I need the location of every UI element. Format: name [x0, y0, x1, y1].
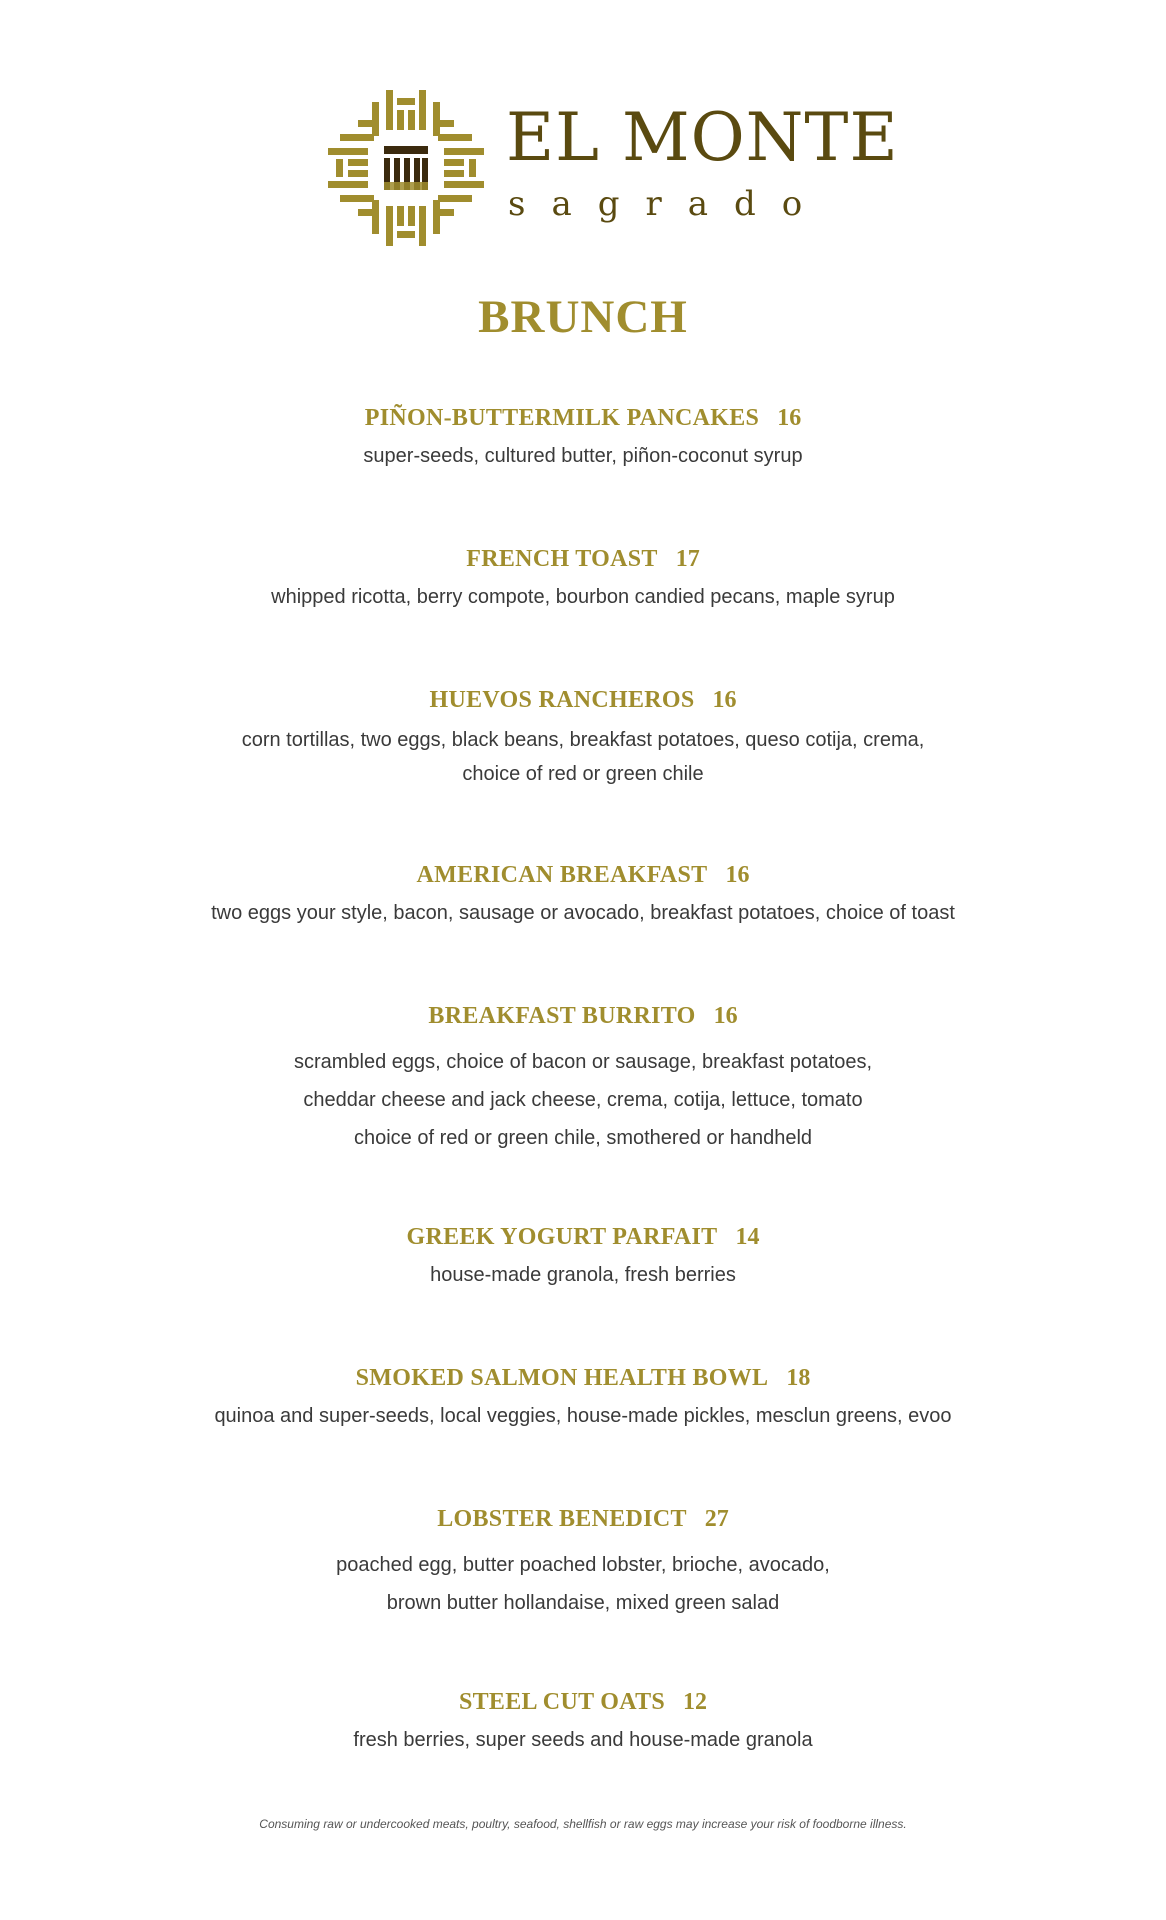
item-name: AMERICAN BREAKFAST [416, 862, 708, 888]
brand-name-sub: sagrado [508, 184, 829, 224]
item-price: 16 [725, 862, 750, 888]
menu-item-greek-yogurt-parfait [0, 1222, 1166, 1290]
item-name: HUEVOS RANCHEROS [429, 687, 695, 713]
item-description-line: whipped ricotta, berry compote, bourbon candied pecans, maple syrup [271, 586, 895, 608]
menu-item-lobster-benedict [0, 1504, 1166, 1622]
item-price: 18 [786, 1365, 811, 1391]
item-price: 27 [704, 1506, 729, 1532]
item-description-line: choice of red or green chile, smothered or handheld [353, 1127, 813, 1149]
item-name: BREAKFAST BURRITO [428, 1003, 696, 1029]
item-description-line: super-seeds, cultured butter, piñon-coconut syrup [363, 445, 803, 467]
item-name: STEEL CUT OATS [458, 1689, 666, 1715]
menu-item-american-breakfast [0, 860, 1166, 928]
item-description-line: poached egg, butter poached lobster, brioche, avocado, [336, 1554, 830, 1576]
item-name: GREEK YOGURT PARFAIT [406, 1224, 718, 1250]
item-description-line: house-made granola, fresh berries [430, 1264, 736, 1286]
brand-logo [328, 90, 899, 250]
item-name: FRENCH TOAST [466, 546, 658, 572]
item-description-line: two eggs your style, bacon, sausage or avocado, breakfast potatoes, choice of toast [211, 902, 955, 924]
item-price: 16 [712, 687, 737, 713]
health-advisory-note: Consuming raw or undercooked meats, poultry, seafood, shellfish or raw eggs may increase your risk of foodborne illness. [259, 1817, 907, 1831]
item-description-line: choice of red or green chile [462, 763, 704, 785]
menu-item-huevos-rancheros [0, 685, 1166, 791]
woven-square-emblem-icon [328, 90, 484, 246]
item-name: PIÑON-BUTTERMILK PANCAKES [364, 405, 760, 431]
item-name: LOBSTER BENEDICT [437, 1506, 687, 1532]
item-description-line: fresh berries, super seeds and house-made granola [353, 1729, 813, 1751]
brand-name-main: EL MONTE [506, 99, 899, 176]
menu-title: BRUNCH [478, 291, 688, 343]
item-name: SMOKED SALMON HEALTH BOWL [355, 1365, 769, 1391]
item-price: 14 [735, 1224, 760, 1250]
item-description-line: scrambled eggs, choice of bacon or sausage, breakfast potatoes, [293, 1051, 873, 1073]
item-price: 12 [683, 1689, 708, 1715]
item-description-line: brown butter hollandaise, mixed green salad [386, 1592, 780, 1614]
item-description-line: quinoa and super-seeds, local veggies, house-made pickles, mesclun greens, evoo [214, 1405, 952, 1427]
item-description-line: cheddar cheese and jack cheese, crema, cotija, lettuce, tomato [303, 1089, 863, 1111]
menu-item-smoked-salmon-health-bowl [0, 1363, 1166, 1431]
item-price: 16 [713, 1003, 738, 1029]
menu-item-breakfast-burrito [0, 1001, 1166, 1157]
item-price: 16 [777, 405, 802, 431]
menu-item-pinon-buttermilk-pancakes [0, 403, 1166, 471]
menu-item-steel-cut-oats [0, 1687, 1166, 1755]
item-price: 17 [675, 546, 700, 572]
menu-item-french-toast [0, 544, 1166, 612]
item-description-line: corn tortillas, two eggs, black beans, breakfast potatoes, queso cotija, crema, [241, 729, 925, 751]
